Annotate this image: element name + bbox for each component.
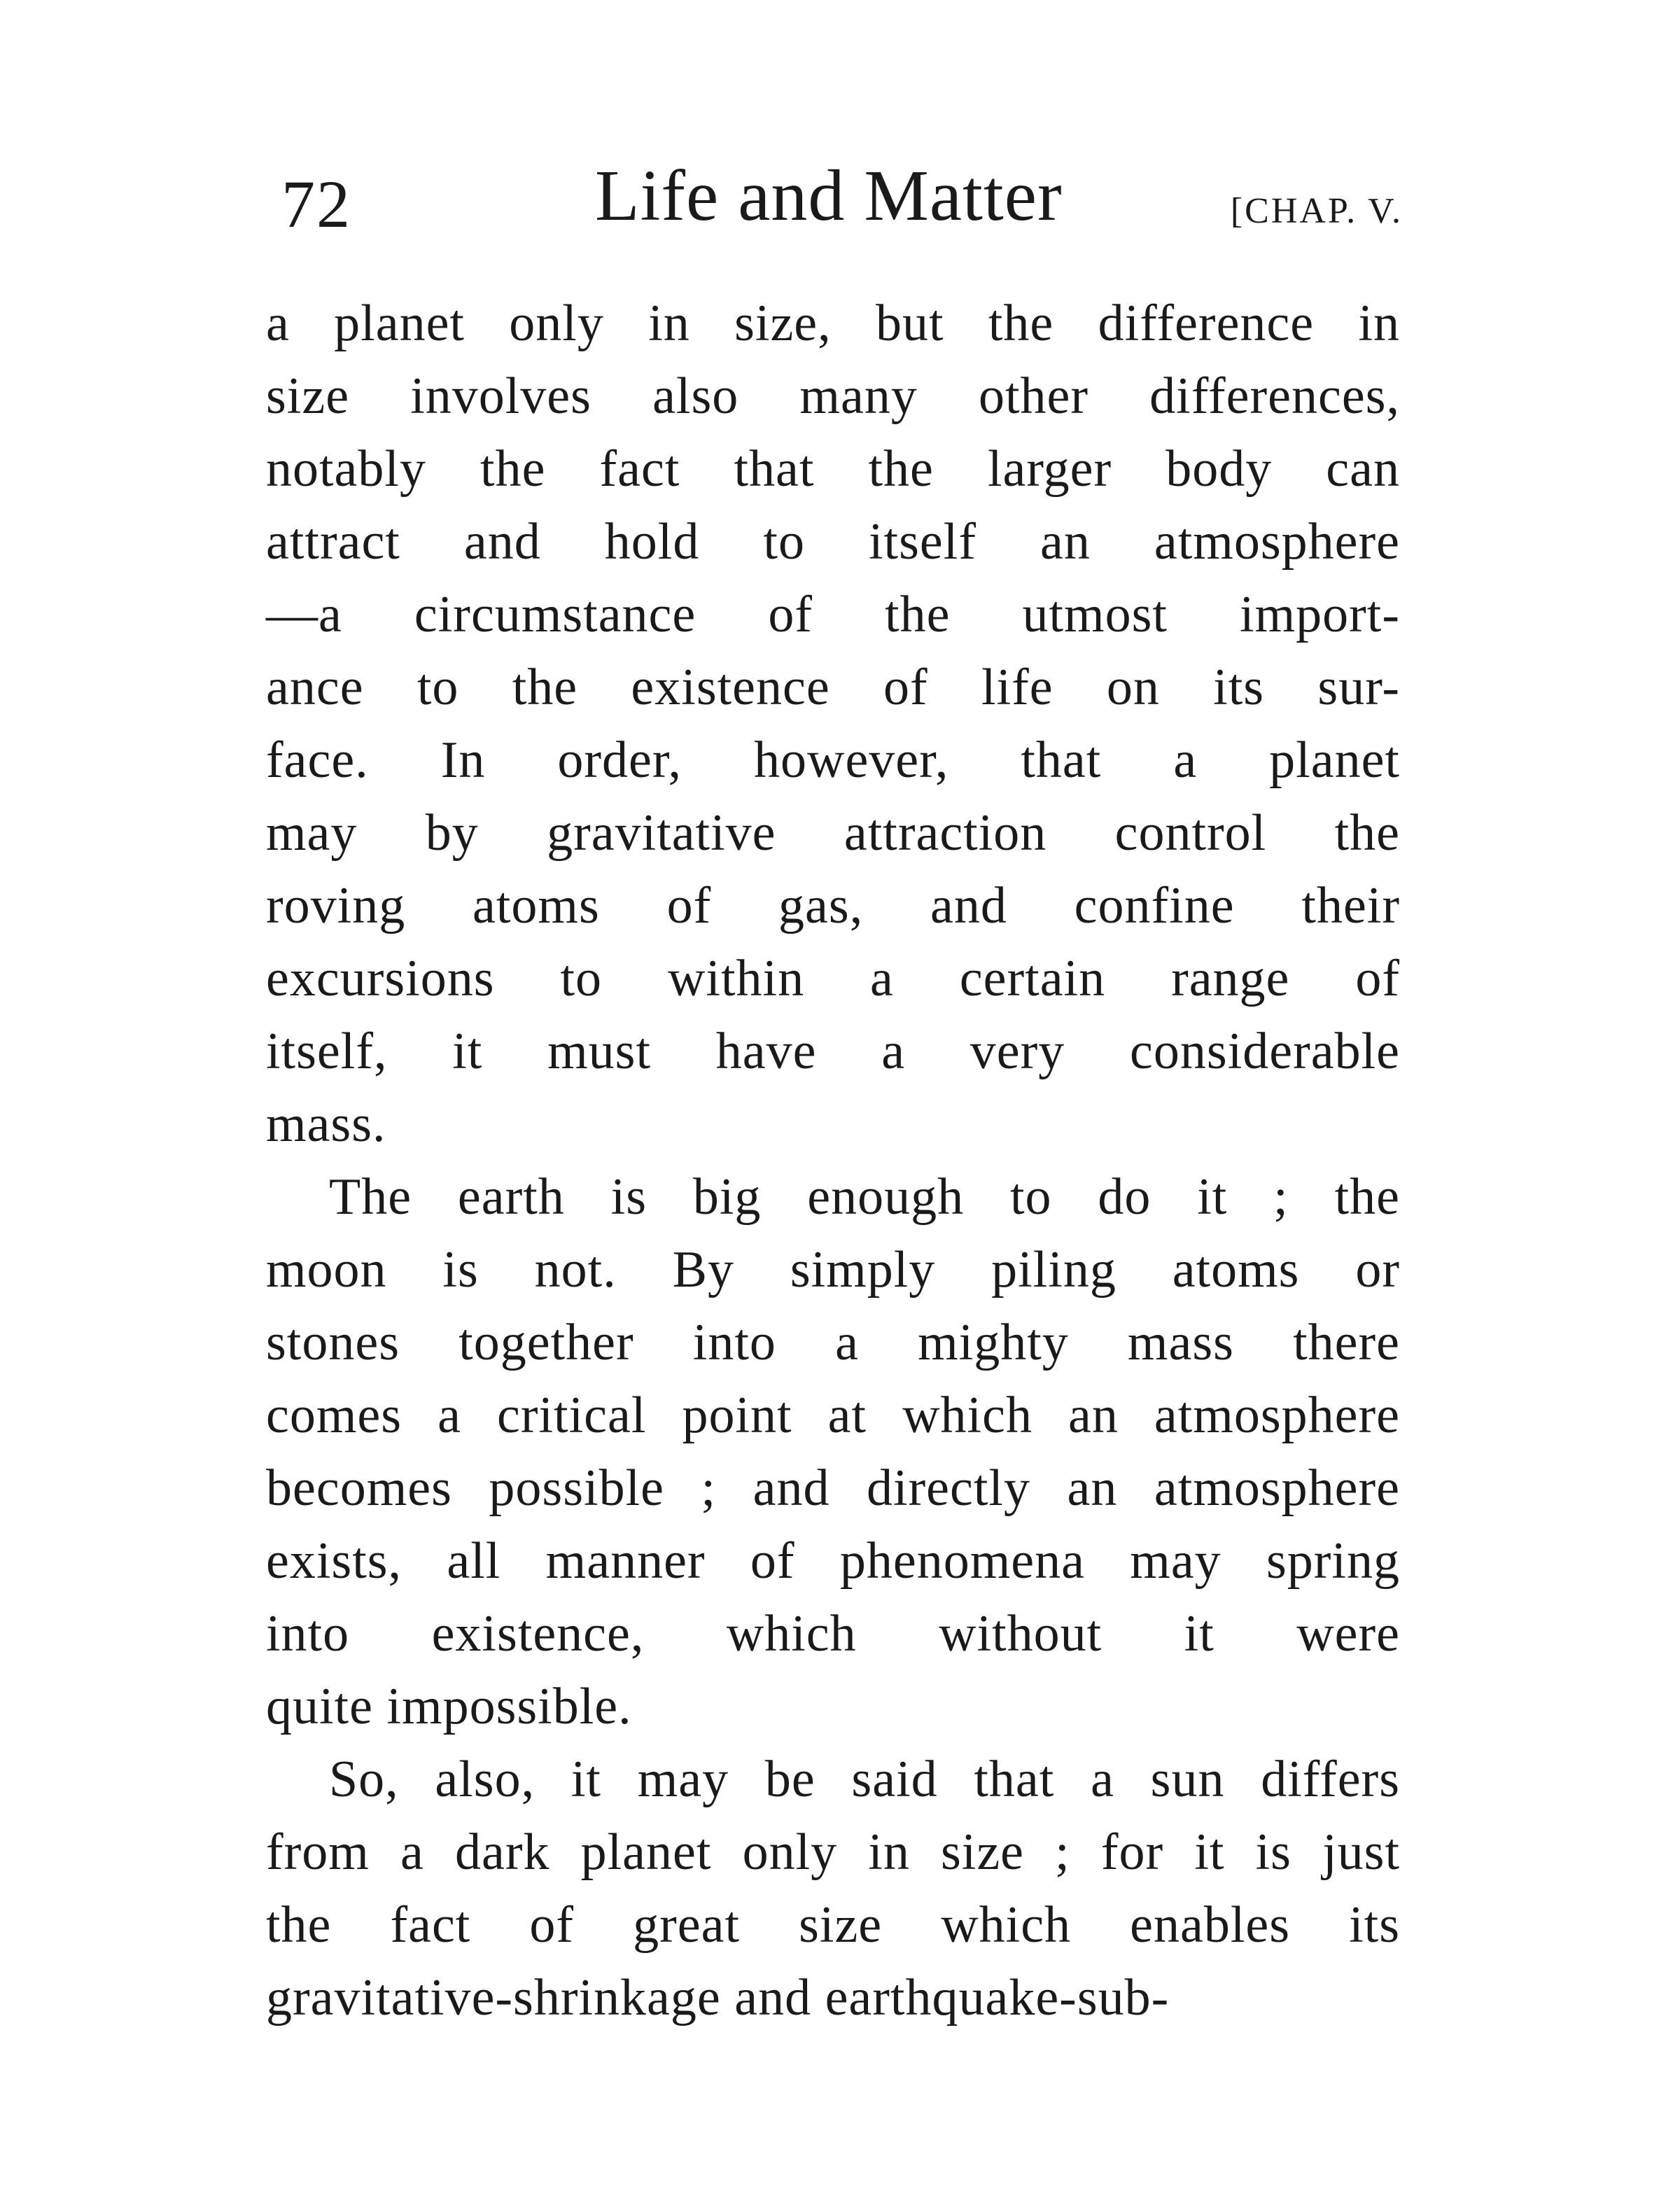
- text-line: ance to the existence of life on its sur-: [266, 659, 1400, 716]
- text-line: gravitative-shrinkage and earthquake-sub-: [266, 1969, 1170, 2026]
- text-line: itself, it must have a very considerable: [266, 1023, 1400, 1080]
- text-line: attract and hold to itself an atmosphere: [266, 513, 1400, 570]
- text-line: notably the fact that the larger body can: [266, 440, 1400, 498]
- text-line: —a circumstance of the utmost import-: [266, 586, 1400, 643]
- running-head: [266, 154, 1407, 252]
- paragraph: [266, 287, 1400, 1161]
- text-line: into existence, which without it were: [266, 1605, 1400, 1662]
- text-line: the fact of great size which enables its: [266, 1896, 1400, 1954]
- text-line: exists, all manner of phenomena may spring: [266, 1532, 1400, 1590]
- chapter-label: [CHAP. V.: [1230, 191, 1403, 231]
- text-line: from a dark planet only in size ; for it is just: [266, 1823, 1400, 1881]
- text-line: excursions to within a certain range of: [266, 950, 1400, 1007]
- text-line: mass.: [266, 1096, 386, 1153]
- text-line: So, also, it may be said that a sun differs: [329, 1751, 1400, 1808]
- paragraph: [266, 1743, 1400, 2034]
- text-line: The earth is big enough to do it ; the: [329, 1168, 1400, 1226]
- running-title: Life and Matter: [595, 155, 1063, 236]
- paragraph: [266, 1161, 1400, 1743]
- text-line: size involves also many other differences,: [266, 368, 1400, 425]
- text-line: becomes possible ; and directly an atmosphere: [266, 1460, 1400, 1517]
- page-number: 72: [281, 167, 351, 241]
- text-line: moon is not. By simply piling atoms or: [266, 1241, 1400, 1298]
- body-text: [266, 287, 1400, 2034]
- text-line: comes a critical point at which an atmosphere: [266, 1387, 1400, 1444]
- text-line: roving atoms of gas, and confine their: [266, 877, 1400, 934]
- text-line: a planet only in size, but the difference in: [266, 295, 1400, 352]
- text-line: face. In order, however, that a planet: [266, 732, 1400, 789]
- text-line: quite impossible.: [266, 1678, 632, 1735]
- text-line: stones together into a mighty mass there: [266, 1314, 1400, 1371]
- text-line: may by gravitative attraction control the: [266, 804, 1400, 862]
